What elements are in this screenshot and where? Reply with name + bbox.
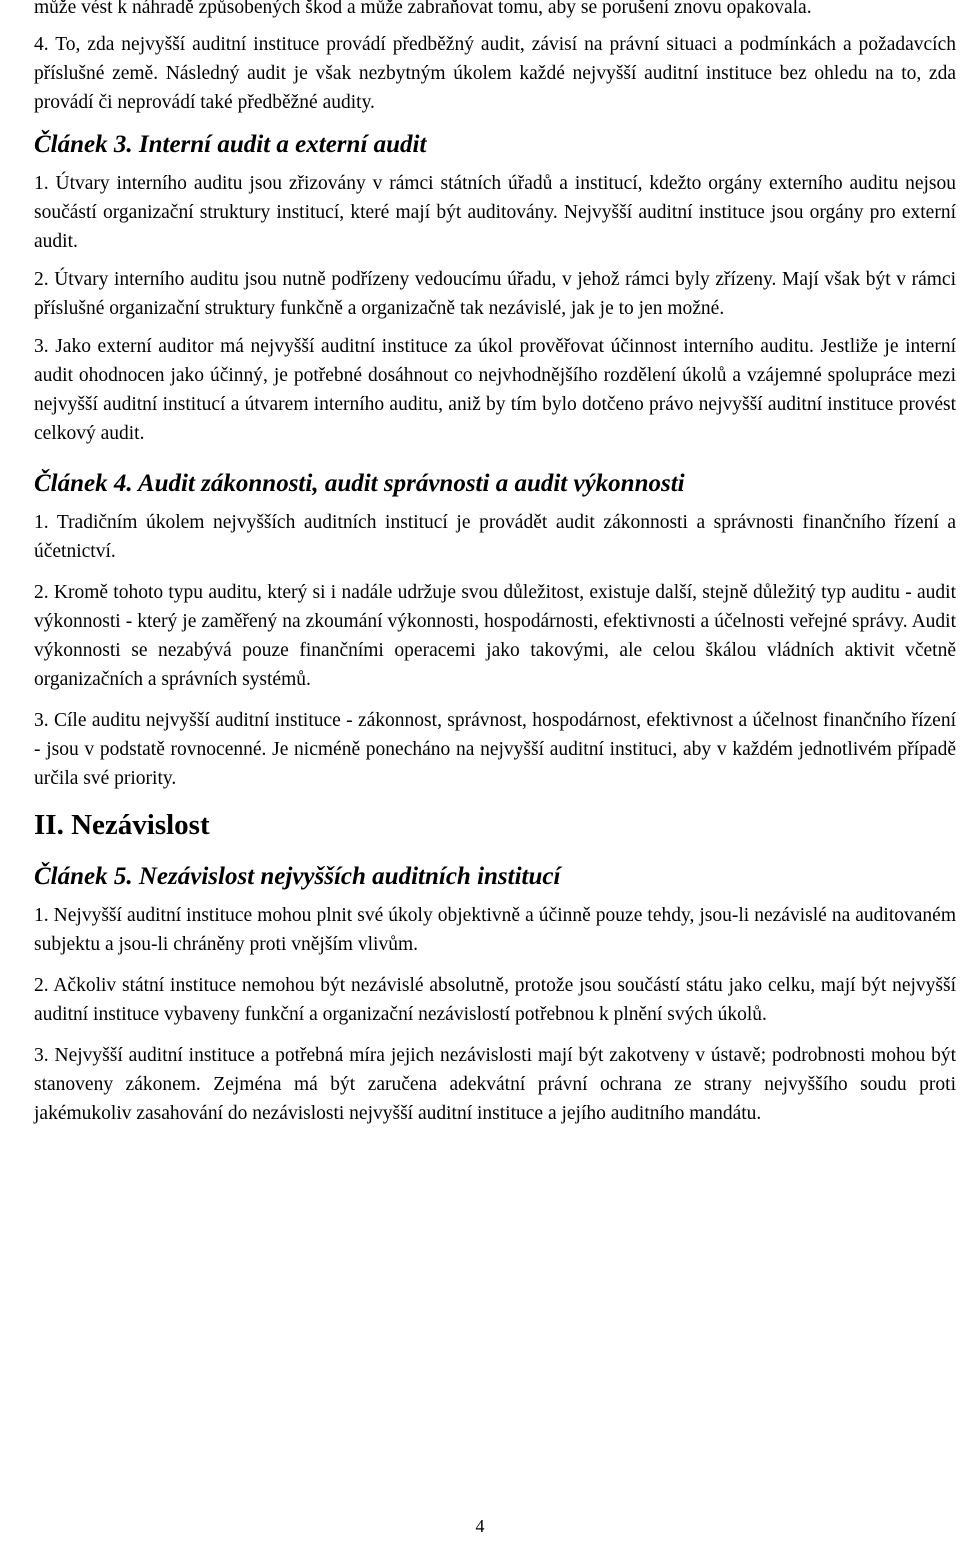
heading-article-3: Článek 3. Interní audit a externí audit	[34, 131, 427, 158]
paragraph-article4-point1: 1. Tradičním úkolem nejvyšších auditních institucí je provádět audit zákonnosti a správnosti finančního řízení a účetnictví.	[34, 512, 956, 562]
page-number: 4	[475, 1516, 485, 1536]
paragraph-article3-point1: 1. Útvary interního auditu jsou zřizovány v rámci státních úřadů a institucí, kdežto orgány externího auditu nejsou součástí organizační struktury institucí, které mají být auditovány. Nejvyšší auditní instituce jsou orgány pro externí audit.	[34, 173, 956, 252]
document-page	[34, 0, 956, 1128]
paragraph-article3-point3: 3. Jako externí auditor má nejvyšší auditní instituce za úkol prověřovat účinnost interního auditu. Jestliže je interní audit ohodnocen jako účinný, je potřebné dosáhnout co nejvhodnějšího rozdělení úkolů a vzájemné spolupráce mezi nejvyšší auditní institucí a útvarem interního auditu, aniž by tím bylo dotčeno právo nejvyšší auditní instituce provést celkový audit.	[34, 336, 956, 444]
paragraph-article5-point2: 2. Ačkoliv státní instituce nemohou být nezávislé absolutně, protože jsou součástí státu jako celku, mají být nejvyšší auditní instituce vybaveny funkční a organizační nezávislostí potřebnou k plnění svých úkolů.	[34, 975, 956, 1025]
paragraph-article4-point2: 2. Kromě tohoto typu auditu, který si i nadále udržuje svou důležitost, existuje další, stejně důležitý typ auditu - audit výkonnosti - který je zaměřený na zkoumání výkonnosti, hospodárnosti, efektivnosti a účelnosti veřejné správy. Audit výkonnosti se nezabývá pouze finančními operacemi jako takovými, ale celou škálou vládních aktivit včetně organizačních a správních systémů.	[34, 582, 956, 690]
heading-article-5: Článek 5. Nezávislost nejvyšších auditních institucí	[34, 863, 561, 890]
paragraph-article4-point3: 3. Cíle auditu nejvyšší auditní instituce - zákonnost, správnost, hospodárnost, efektivnost a účelnost finančního řízení - jsou v podstatě rovnocenné. Je nicméně ponecháno na nejvyšší auditní instituci, aby v každém jednotlivém případě určila své priority.	[34, 710, 956, 789]
heading-article-4: Článek 4. Audit zákonnosti, audit správnosti a audit výkonnosti	[34, 470, 685, 497]
heading-part-2: II. Nezávislost	[34, 809, 210, 841]
paragraph-article3-point2: 2. Útvary interního auditu jsou nutně podřízeny vedoucímu úřadu, v jehož rámci byly zřízeny. Mají však být v rámci příslušné organizační struktury funkčně a organizačně tak nezávislé, jak je to jen možné.	[34, 269, 956, 319]
paragraph-article5-point3: 3. Nejvyšší auditní instituce a potřebná míra jejich nezávislosti mají být zakotveny v ústavě; podrobnosti mohou být stanoveny zákonem. Zejména má být zaručena adekvátní právní ochrana ze strany nejvyššího soudu proti jakémukoliv zasahování do nezávislosti nejvyšší auditní instituce a jejího auditního mandátu.	[34, 1045, 956, 1124]
paragraph-article2-point4: 4. To, zda nejvyšší auditní instituce provádí předběžný audit, závisí na právní situaci a podmínkách a požadavcích příslušné země. Následný audit je však nezbytným úkolem každé nejvyšší auditní instituce bez ohledu na to, zda provádí či neprovádí také předběžné audity.	[34, 34, 956, 113]
paragraph-article5-point1: 1. Nejvyšší auditní instituce mohou plnit své úkoly objektivně a účinně pouze tehdy, jsou-li nezávislé na auditovaném subjektu a jsou-li chráněny proti vnějším vlivům.	[34, 905, 956, 955]
paragraph-continuation: může vést k náhradě způsobených škod a může zabraňovat tomu, aby se porušení znovu opakovala.	[34, 0, 812, 18]
